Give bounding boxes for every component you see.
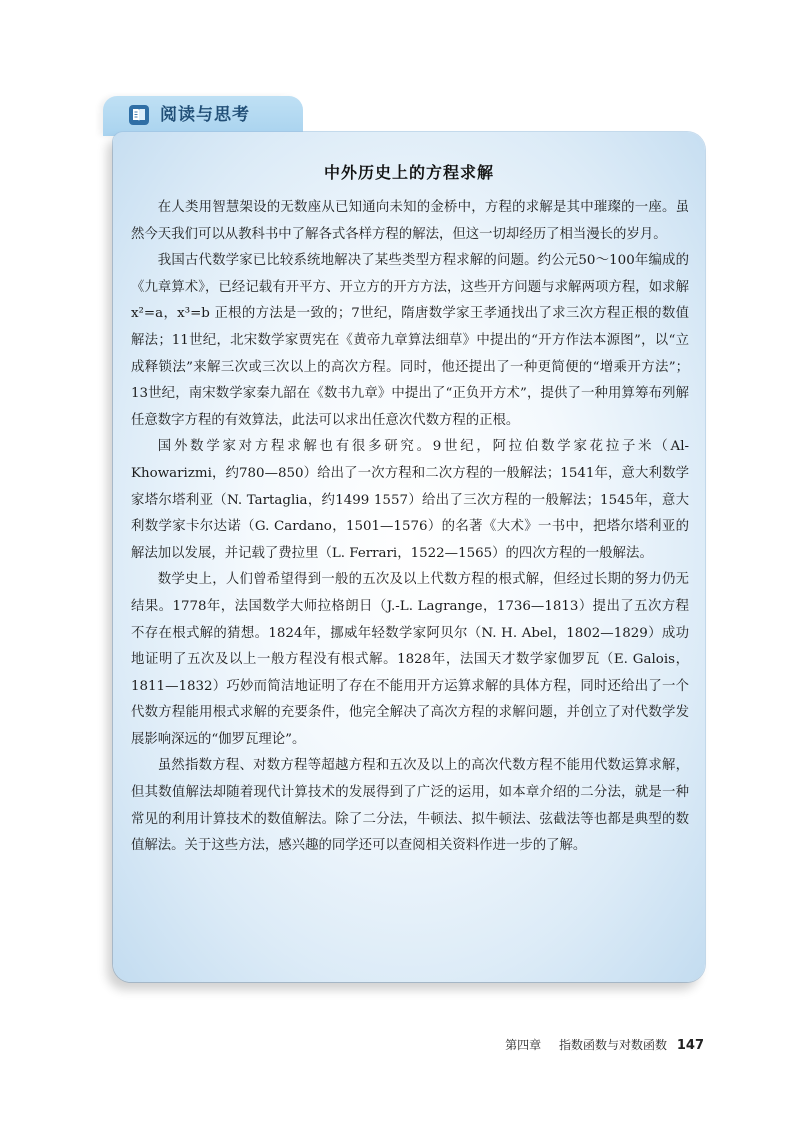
- article-body: [131, 195, 689, 860]
- article-paragraph: 虽然指数方程、对数方程等超越方程和五次及以上的高次代数方程不能用代数运算求解，但其数值解法却随着现代计算技术的发展得到了广泛的运用，如本章介绍的二分法，就是一种常见的利用计算技术的数值解法。除了二分法，牛顿法、拟牛顿法、弦截法等也都是典型的数值解法。关于这些方法，感兴趣的同学还可以查阅相关资料作进一步的了解。: [131, 758, 689, 854]
- article-paragraph: 在人类用智慧架设的无数座从已知通向未知的金桥中，方程的求解是其中璀璨的一座。虽然今天我们可以从教科书中了解各式各样方程的解法，但这一切却经历了相当漫长的岁月。: [131, 200, 689, 242]
- article-paragraph: 数学史上，人们曾希望得到一般的五次及以上代数方程的根式解，但经过长期的努力仍无结果。1778年，法国数学大师拉格朗日（J.-L. Lagrange，1736—1813）提出了五次方程不存在根式解的猜想。1824年，挪威年轻数学家阿贝尔（N. H. Abel，1802—1829）成功地证明了五次及以上一般方程没有根式解。1828年，法国天才数学家伽罗瓦（E. Galois，1811—1832）巧妙而简洁地证明了存在不能用开方运算求解的具体方程，同时还给出了一个代数方程能用根式求解的充要条件，他完全解决了高次方程的求解问题，并创立了对代数学发展影响深远的“伽罗瓦理论”。: [131, 572, 689, 747]
- article-title: 中外历史上的方程求解: [323, 163, 494, 182]
- reading-book-icon: [128, 104, 150, 126]
- page-footer: [505, 1036, 704, 1053]
- article-paragraph: 国外数学家对方程求解也有很多研究。9世纪，阿拉伯数学家花拉子米（Al-Khowarizmi，约780—850）给出了一次方程和二次方程的一般解法；1541年，意大利数学家塔尔塔利亚（N. Tartaglia，约1499 1557）给出了三次方程的一般解法；1545年，意大利数学家卡尔达诺（G. Cardano，1501—1576）的名著《大术》一书中，把塔尔塔利亚的解法加以发展，并记载了费拉里（L. Ferrari，1522—1565）的四次方程的一般解法。: [131, 439, 689, 561]
- section-tab-label: 阅读与思考: [160, 105, 250, 125]
- page-number: 147: [676, 1038, 704, 1053]
- footer-chapter-title: 指数函数与对数函数: [559, 1038, 668, 1052]
- footer-chapter: 第四章: [505, 1038, 542, 1052]
- article-paragraph: 我国古代数学家已比较系统地解决了某些类型方程求解的问题。约公元50～100年编成的《九章算术》，已经记载有开平方、开立方的开方方法，这些开方问题与求解两项方程，如求解 x²=a，x³=b 正根的方法是一致的；7世纪，隋唐数学家王孝通找出了求三次方程正根的数值解法；11世纪，北宋数学家贾宪在《黄帝九章算法细草》中提出的“开方作法本源图”，以“立成释锁法”来解三次或三次以上的高次方程。同时，他还提出了一种更简便的“增乘开方法”；13世纪，南宋数学家秦九韶在《数书九章》中提出了“正负开方术”，提供了一种用算筹布列解任意数字方程的有效算法，此法可以求出任意次代数方程的正根。: [131, 253, 689, 428]
